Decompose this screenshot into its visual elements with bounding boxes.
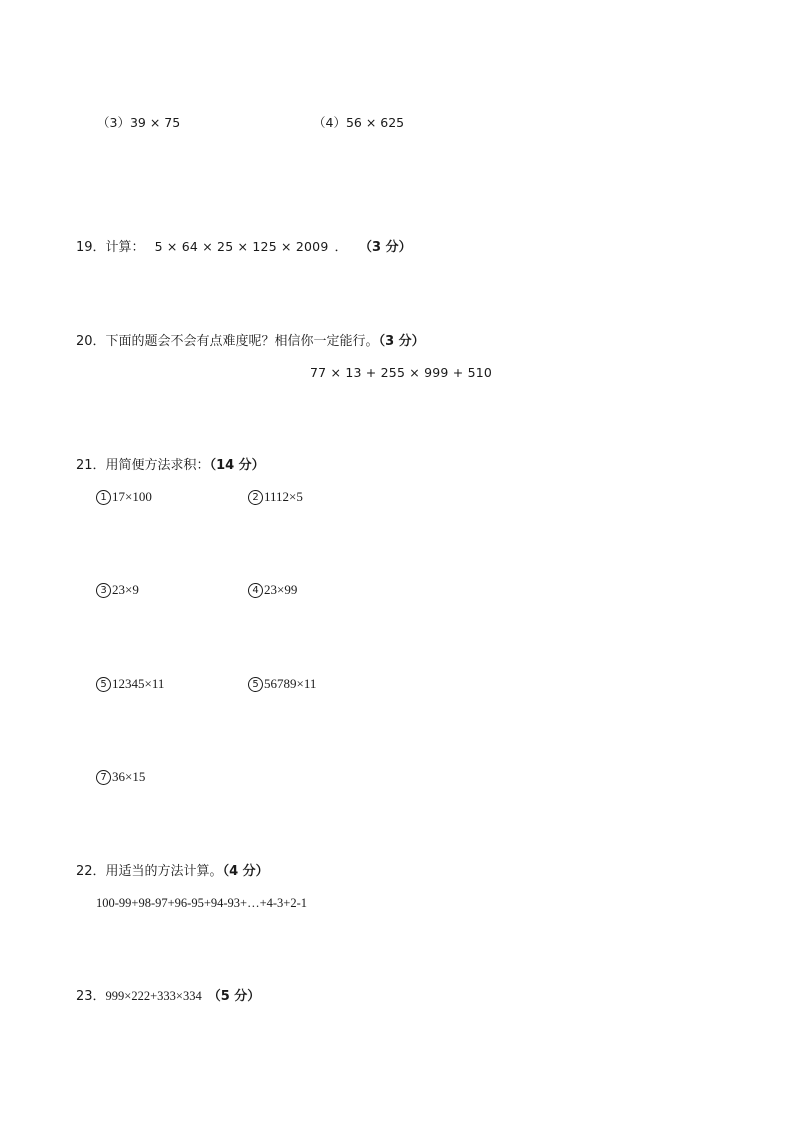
q21-item-expr: 36×15 bbox=[112, 769, 146, 784]
q21-item-expr: 17×100 bbox=[112, 489, 152, 504]
q21-item-expr: 23×99 bbox=[264, 582, 298, 597]
q21-item-expr: 1112×5 bbox=[264, 489, 303, 504]
q20-expression: 77 × 13 + 255 × 999 + 510 bbox=[310, 365, 493, 380]
q21-item-5 bbox=[96, 677, 164, 693]
q23-number: 23． bbox=[76, 989, 106, 1004]
q20-number: 20． bbox=[76, 334, 106, 349]
q21-item-3 bbox=[96, 583, 139, 599]
q18-item-4-label: （4） bbox=[313, 115, 346, 130]
q18-item-3-label: （3） bbox=[97, 115, 130, 130]
q18-item-3-expr: 39 × 75 bbox=[129, 115, 181, 130]
q21-item-4 bbox=[248, 583, 297, 599]
circled-number-icon: 1 bbox=[96, 490, 111, 505]
question-23 bbox=[76, 990, 260, 1003]
q19-dot: ． bbox=[334, 240, 348, 255]
q19-number: 19． bbox=[76, 240, 106, 255]
circled-number-icon: 5 bbox=[248, 677, 263, 692]
q21-prompt: 用简便方法求积： bbox=[105, 458, 210, 473]
q21-item-expr: 56789×11 bbox=[264, 676, 317, 691]
q22-score: （4 分） bbox=[222, 864, 269, 879]
q20-score: （3 分） bbox=[378, 334, 425, 349]
question-22 bbox=[76, 865, 269, 878]
q23-score: （5 分） bbox=[207, 989, 261, 1004]
q18-item-4 bbox=[313, 117, 404, 130]
circled-number-icon: 4 bbox=[248, 583, 263, 598]
q20-prompt: 下面的题会不会有点难度呢？相信你一定能行。 bbox=[105, 334, 379, 349]
q19-expression: 5 × 64 × 25 × 125 × 2009 bbox=[154, 239, 329, 254]
circled-number-icon: 7 bbox=[96, 770, 111, 785]
q21-item-6 bbox=[248, 677, 316, 693]
q22-prompt: 用适当的方法计算。 bbox=[105, 864, 223, 879]
q21-item-1 bbox=[96, 490, 152, 506]
q18-item-3 bbox=[97, 117, 180, 130]
question-21 bbox=[76, 459, 265, 472]
q19-prompt: 计算： bbox=[105, 240, 145, 255]
q18-item-4-expr: 56 × 625 bbox=[345, 115, 405, 130]
q21-number: 21． bbox=[76, 458, 106, 473]
question-20 bbox=[76, 335, 425, 348]
question-19 bbox=[76, 241, 412, 254]
circled-number-icon: 3 bbox=[96, 583, 111, 598]
q21-score: （14 分） bbox=[209, 458, 265, 473]
q21-item-2 bbox=[248, 490, 303, 506]
circled-number-icon: 2 bbox=[248, 490, 263, 505]
q19-score: （3 分） bbox=[365, 240, 412, 255]
q22-expression: 100-99+98-97+96-95+94-93+…+4-3+2-1 bbox=[96, 896, 308, 910]
q23-expression: 999×222+333×334 bbox=[105, 989, 202, 1003]
circled-number-icon: 5 bbox=[96, 677, 111, 692]
q21-item-expr: 12345×11 bbox=[112, 676, 165, 691]
q22-number: 22． bbox=[76, 864, 106, 879]
q21-item-expr: 23×9 bbox=[112, 582, 139, 597]
q21-item-7 bbox=[96, 770, 145, 786]
